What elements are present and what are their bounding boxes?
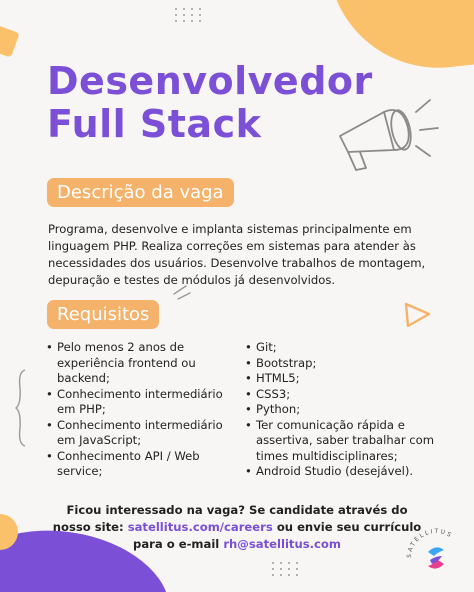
decorative-dot-grid-bottom — [272, 562, 300, 576]
cta-line-2 — [40, 519, 434, 536]
list-item: • Conhecimento intermediário em JavaScript; — [46, 418, 236, 449]
careers-link[interactable]: satellitus.com/careers — [127, 520, 273, 534]
email-link[interactable]: rh@satellitus.com — [223, 537, 341, 551]
description-label: Descrição da vaga — [47, 178, 234, 207]
description-text: Programa, desenvolve e implanta sistemas principalmente em linguagem PHP. Realiza correções em sistemas para atender às necessidades dos usuários. Desenvolve trabalhos de montagem, depuração e testes de módulos já desenvolvidos. — [48, 222, 426, 287]
list-item: • CSS3; — [245, 387, 440, 403]
decorative-square-left — [0, 24, 20, 57]
requirements-list-left — [46, 340, 236, 480]
job-title-line-2: Full Stack — [47, 102, 262, 146]
list-item: • HTML5; — [245, 371, 440, 387]
megaphone-icon — [332, 90, 447, 175]
decorative-brace — [14, 368, 28, 448]
call-to-action — [40, 502, 434, 553]
cta-site-suffix: ou envie seu currículo — [272, 520, 422, 534]
decorative-dot-grid-top — [175, 8, 203, 22]
list-item: • Bootstrap; — [245, 356, 440, 372]
cta-site-prefix: nosso site: — [52, 520, 128, 534]
requirements-list-right — [245, 340, 440, 480]
cta-email-prefix: para o e-mail — [133, 537, 224, 551]
play-triangle-icon — [402, 300, 432, 330]
list-item: • Conhecimento API / Web service; — [46, 449, 236, 480]
satellitus-logo — [404, 526, 468, 590]
list-item: • Git; — [245, 340, 440, 356]
list-item: • Python; — [245, 402, 440, 418]
list-item: • Ter comunicação rápida e assertiva, saber trabalhar com times multidisciplinares; — [245, 418, 440, 465]
logo-ring-text: SATELLITUS — [405, 527, 454, 559]
cta-line-3 — [40, 536, 434, 553]
svg-text:SATELLITUS — [406, 528, 454, 558]
list-item: • Android Studio (desejável). — [245, 464, 440, 480]
list-item: • Conhecimento intermediário em PHP; — [46, 387, 236, 418]
cta-line-1: Ficou interessado na vaga? Se candidate através do — [66, 503, 408, 517]
job-title-line-1: Desenvolvedor — [47, 59, 373, 103]
job-title — [47, 60, 373, 146]
list-item: • Pelo menos 2 anos de experiência frontend ou backend; — [46, 340, 236, 387]
requirements-label: Requisitos — [47, 300, 159, 329]
decorative-sparks — [172, 282, 194, 302]
